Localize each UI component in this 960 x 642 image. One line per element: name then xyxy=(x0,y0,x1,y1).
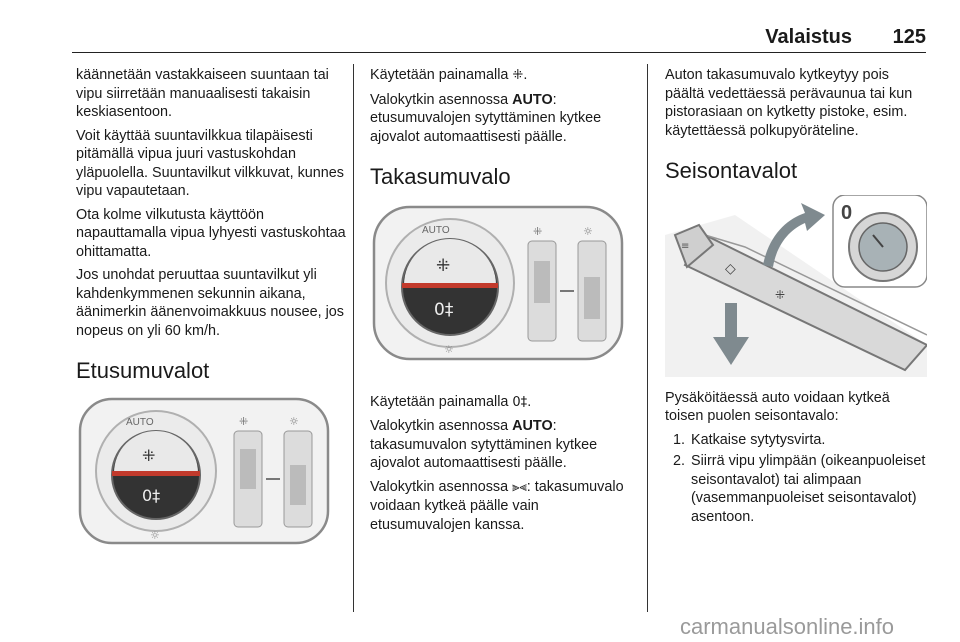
paragraph: Käytetään painamalla ⁜. xyxy=(370,67,528,83)
front-fog-icon: ⁜ xyxy=(142,445,156,465)
section-heading-parking-lights: Seisontavalot xyxy=(665,158,798,183)
paragraph: Auton takasumuvalo kytkeytyy pois päältä vedettäessä perävaunua tai kun pistorasiaan on kytketty pistoke, esim. käytettäessä polkupyöräteline. xyxy=(665,67,913,139)
dimmer-icon: ☼ xyxy=(150,528,160,542)
column-1 xyxy=(76,66,346,559)
paragraph: Käytetään painamalla 0‡. xyxy=(370,393,532,410)
parking-light-icon: ⁜ xyxy=(775,287,786,302)
paragraph: Valokytkin asennossa AUTO: takasumuvalon sytyttäminen kytkee ajovalot automaattisesti päälle. xyxy=(370,418,598,471)
paragraph: Valokytkin asennossa ⫸⫷: takasumuvalo voidaan kytkeä päälle vain etusumuvalojen kanssa. xyxy=(370,478,624,533)
headlight-range-icon: ⁜ xyxy=(533,224,543,238)
column-divider-2 xyxy=(647,64,648,612)
switch-auto-label: AUTO xyxy=(126,416,154,428)
lever-icon: ≡ xyxy=(681,240,690,252)
list-item: 2. Siirrä vipu ylimpään (oikeanpuoleiset seisontavalot) tai alimpaan (vasemmanpuoleiset seisontavalot) asentoon. xyxy=(689,452,927,526)
rear-fog-icon: 0‡ xyxy=(512,394,528,410)
list-item: 1. Katkaise sytytysvirta. xyxy=(689,431,927,450)
section-heading-front-fog: Etusumuvalot xyxy=(76,358,210,383)
page-number: 125 xyxy=(892,26,926,48)
instrument-light-icon: ☼ xyxy=(583,224,593,238)
low-beam-icon: ⫸⫷ xyxy=(512,479,527,495)
turn-signal-icon: ◇ xyxy=(725,260,736,277)
watermark: carmanualsonline.info xyxy=(680,614,895,639)
paragraph: käännetään vastakkaiseen suuntaan tai vipu siirretään manuaalisesti takaisin keskiasentoon. xyxy=(76,67,329,120)
section-title: Valaistus xyxy=(765,26,852,48)
column-3 xyxy=(665,66,927,529)
page-header xyxy=(72,26,926,53)
front-fog-icon: ⁜ xyxy=(512,68,524,83)
paragraph: Pysäköitäessä auto voidaan kytkeä toisen puolen seisontavalo: xyxy=(665,389,890,424)
steps-list xyxy=(665,431,927,527)
front-fog-icon: ⁜ xyxy=(436,255,451,276)
switch-auto-label: AUTO xyxy=(422,224,450,236)
front-fog-switch-illustration xyxy=(76,395,332,547)
rear-fog-switch-illustration xyxy=(370,203,626,363)
column-2 xyxy=(370,66,640,539)
paragraph: Voit käyttää suuntavilkkua tilapäisesti pitämällä vipua juuri vastuskohdan yläpuolella. Suuntavilkut vilkkuvat, kunnes vipu vapautetaan. xyxy=(76,127,344,199)
ignition-position-label: 0 xyxy=(841,201,853,224)
paragraph: Valokytkin asennossa AUTO: etusumuvalojen sytyttäminen kytkee ajovalot automaattisesti päälle. xyxy=(370,91,602,145)
rear-fog-icon: 0‡ xyxy=(434,299,454,320)
dimmer-icon: ☼ xyxy=(444,342,454,356)
paragraph: Ota kolme vilkutusta käyttöön napauttamalla vipua lyhyesti vastuskohtaa ohittamatta. xyxy=(76,206,346,260)
instrument-light-icon: ☼ xyxy=(289,414,299,428)
paragraph: Jos unohdat peruuttaa suuntavilkut yli kahdenkymmenen sekunnin aikana, äänimerkin äänenvoimakkuus nousee, jos nopeus on yli 60 km/h. xyxy=(76,267,344,339)
column-divider-1 xyxy=(353,64,354,612)
headlight-range-icon: ⁜ xyxy=(239,414,249,428)
parking-light-lever-illustration xyxy=(665,195,927,377)
rear-fog-icon: 0‡ xyxy=(142,485,161,505)
section-heading-rear-fog: Takasumuvalo xyxy=(370,164,511,189)
